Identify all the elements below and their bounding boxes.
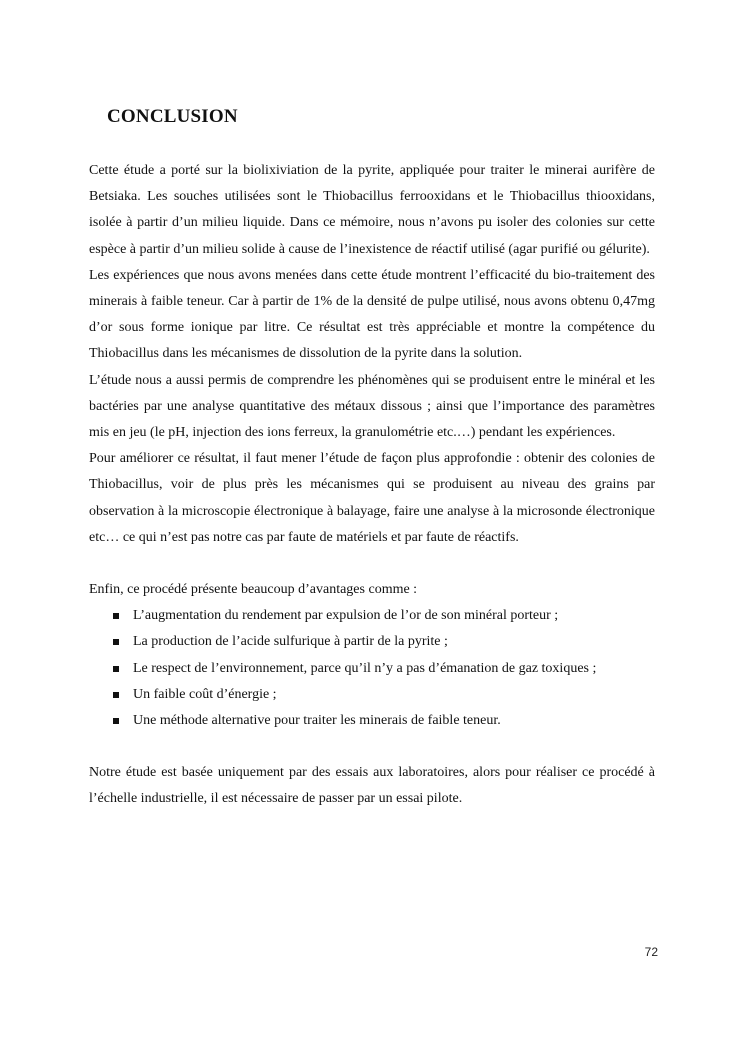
- page-title: CONCLUSION: [107, 106, 238, 127]
- list-item: [89, 656, 655, 682]
- advantages-list: [89, 603, 655, 734]
- paragraph-closing: Notre étude est basée uniquement par des essais aux laboratoires, alors pour réaliser ce procédé à l’échelle industrielle, il est nécessaire de passer par un essai pilote.: [89, 765, 655, 807]
- body-text: [89, 158, 655, 813]
- paragraph-improvements: Pour améliorer ce résultat, il faut mener l’étude de façon plus approfondie : obtenir des colonies de Thiobacillus, voir de plus près les mécanismes qui se produisent au niveau des grains par observation à la microscopie électronique à balayage, faire une analyse à la microsonde électronique etc… ce qui n’est pas notre cas par faute de matériels et par faute de réactifs.: [89, 451, 655, 545]
- list-item-text: Une méthode alternative pour traiter les minerais de faible teneur.: [133, 713, 501, 729]
- square-bullet-icon: [113, 718, 119, 724]
- square-bullet-icon: [113, 692, 119, 698]
- list-item: [89, 629, 655, 655]
- list-intro: Enfin, ce procédé présente beaucoup d’avantages comme :: [89, 582, 418, 598]
- list-item-text: La production de l’acide sulfurique à partir de la pyrite ;: [133, 634, 448, 650]
- square-bullet-icon: [113, 613, 119, 619]
- paragraph-gap: [89, 734, 655, 760]
- list-item-text: L’augmentation du rendement par expulsion de l’or de son minéral porteur ;: [133, 608, 559, 624]
- list-item: [89, 682, 655, 708]
- square-bullet-icon: [113, 639, 119, 645]
- paragraph-results: Les expériences que nous avons menées dans cette étude montrent l’efficacité du bio-traitement des minerais à faible teneur. Car à partir de 1% de la densité de pulpe utilisé, nous avons obtenu 0,47mg d’or sous forme ionique par litre. Ce résultat est très appréciable et montre la compétence du Thiobacillus dans les mécanismes de dissolution de la pyrite dans la solution.: [89, 267, 655, 362]
- list-item: [89, 603, 655, 629]
- page-number: 72: [644, 945, 658, 959]
- paragraph-gap: [89, 551, 655, 577]
- list-item-text: Le respect de l’environnement, parce qu’il n’y a pas d’émanation de gaz toxiques ;: [133, 660, 597, 676]
- square-bullet-icon: [113, 666, 119, 672]
- paragraph-scope: Cette étude a porté sur la biolixiviation de la pyrite, appliquée pour traiter le minerai aurifère de Betsiaka. Les souches utilisées sont le Thiobacillus ferrooxidans et le Thiobacillus thiooxidans, isolée à partir d’un milieu liquide. Dans ce mémoire, nous n’avons pu isoler des colonies sur cette espèce à partir d’un milieu solide à cause de l’inexistence de réactif utilisé (agar purifié ou gélurite).: [89, 163, 655, 257]
- paragraph-understanding: L’étude nous a aussi permis de comprendre les phénomènes qui se produisent entre le minéral et les bactéries par une analyse quantitative des métaux dissous ; ainsi que l’importance des paramètres mis en jeu (le pH, injection des ions ferreux, la granulométrie etc.…) pendant les expériences.: [89, 372, 655, 441]
- list-item-text: Un faible coût d’énergie ;: [133, 686, 277, 702]
- list-item: [89, 708, 655, 734]
